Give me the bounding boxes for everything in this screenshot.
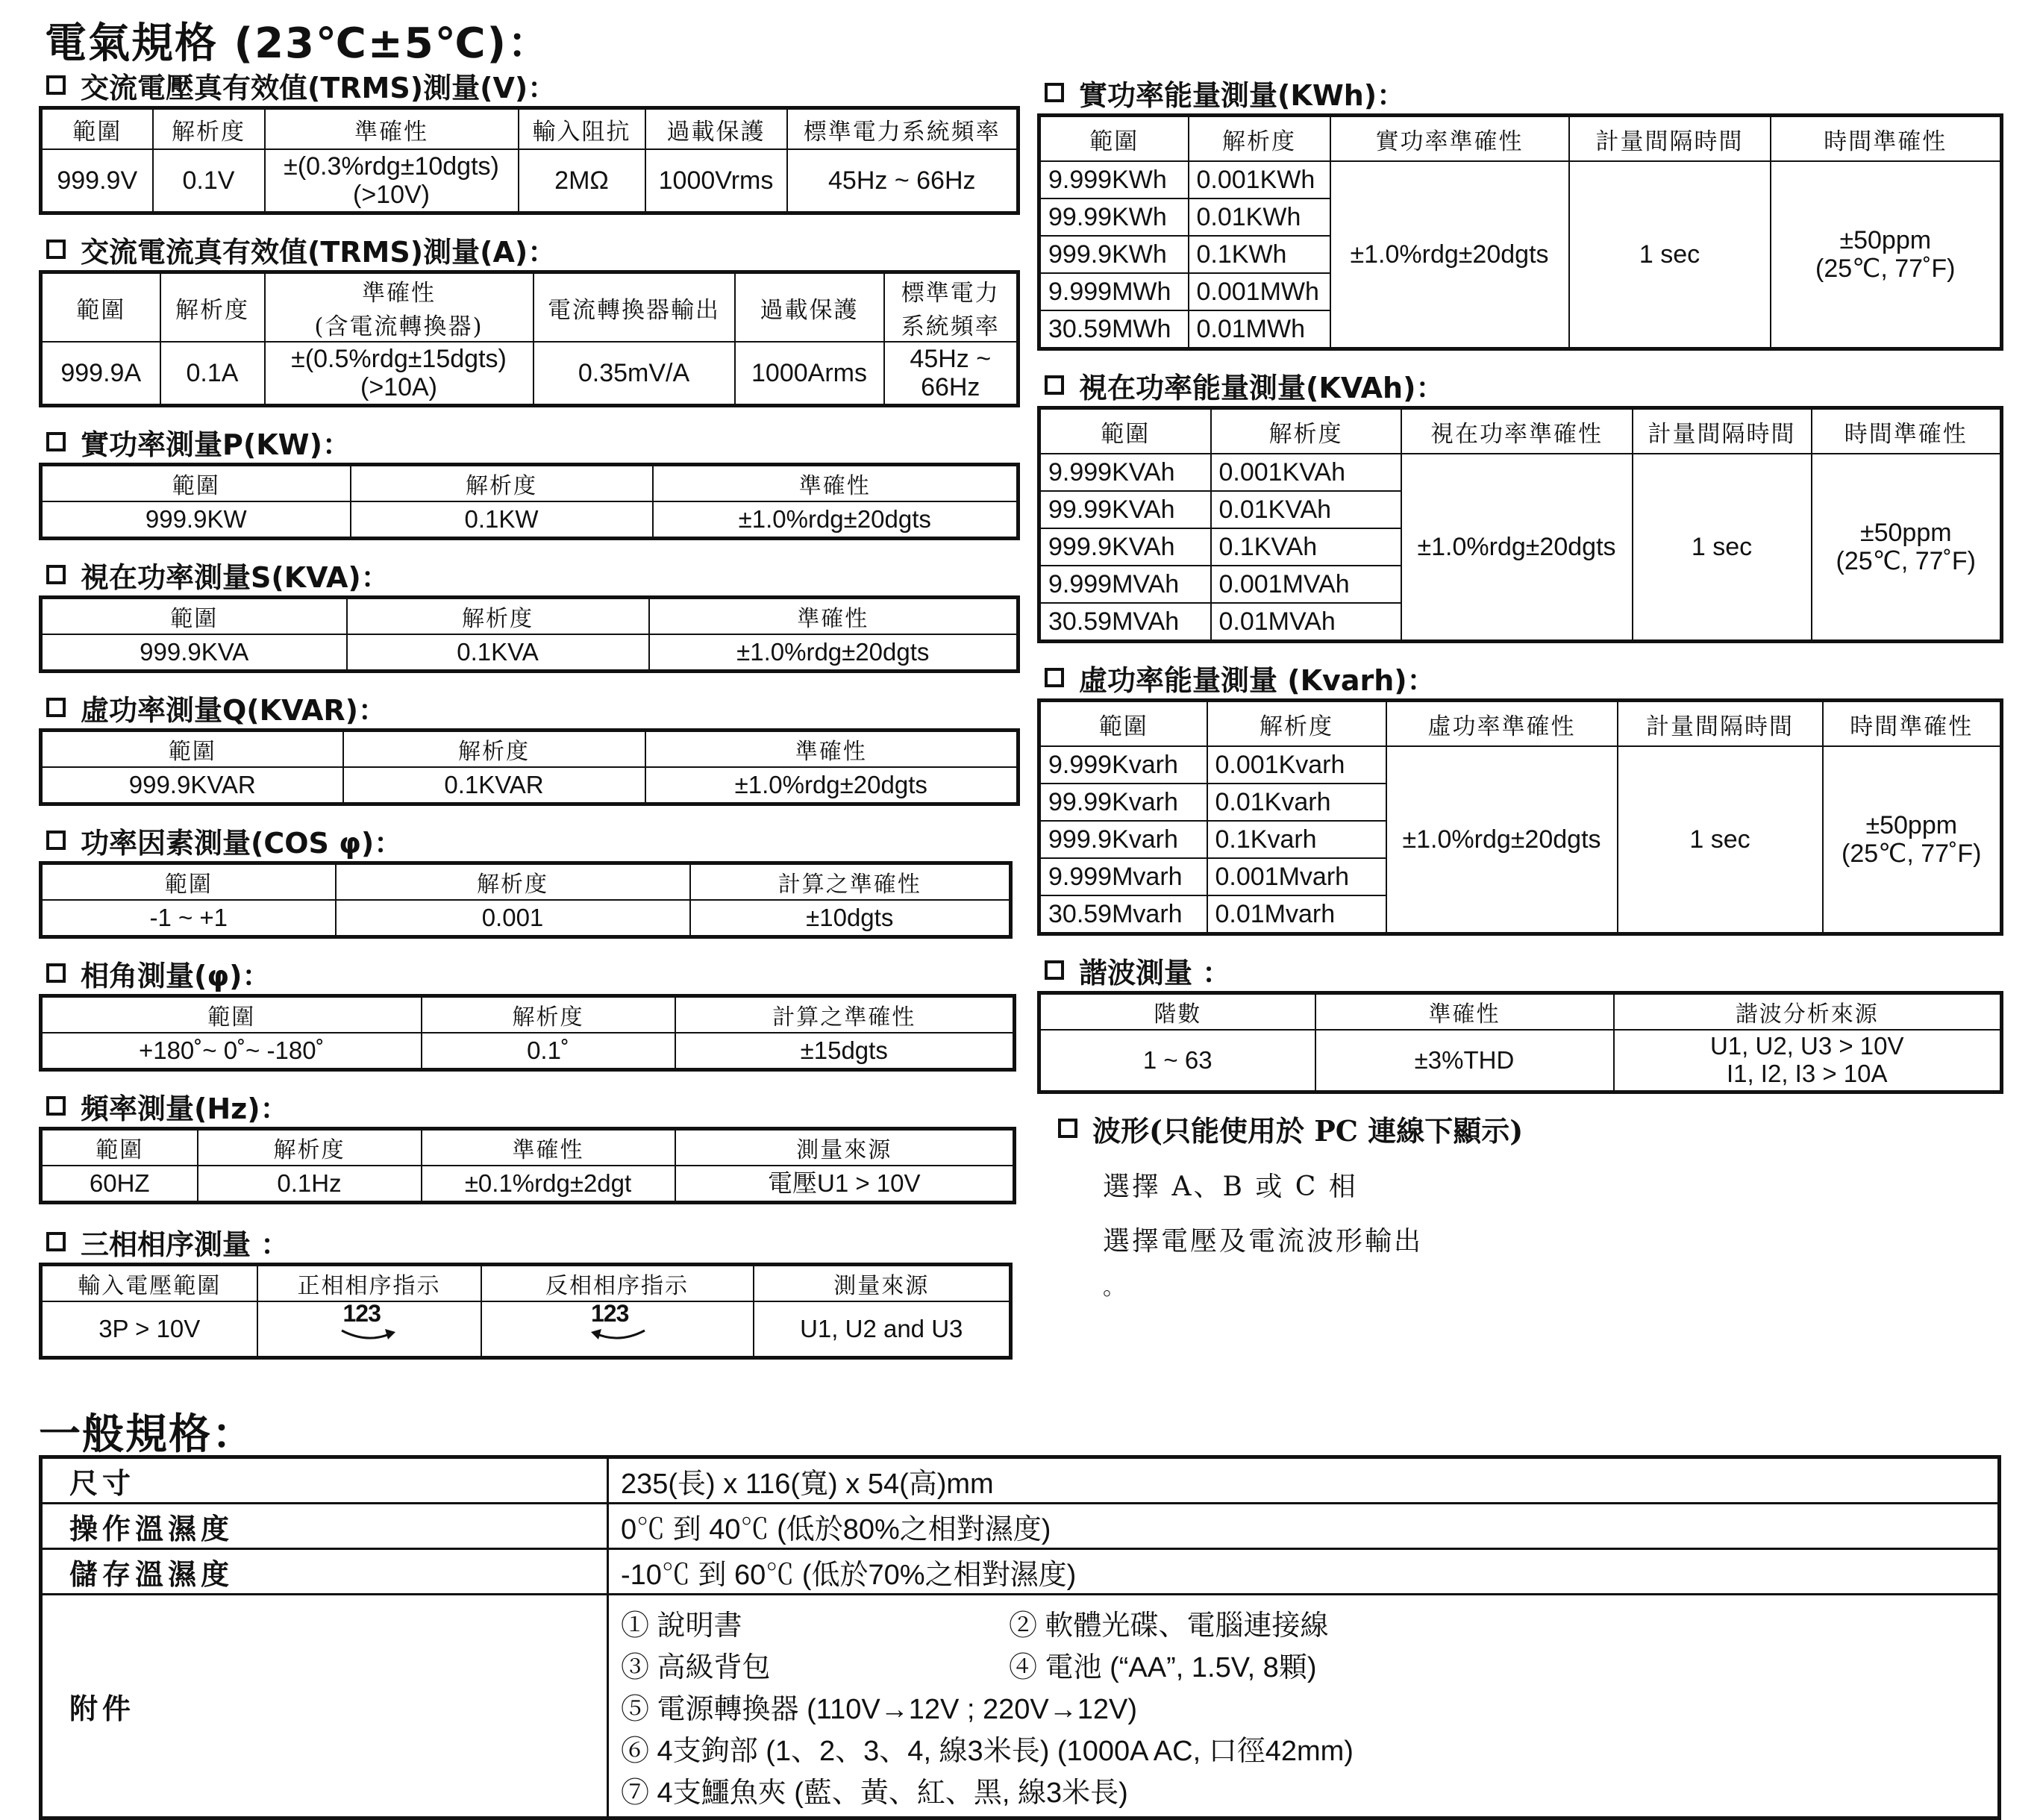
trms-v-table <box>39 106 1020 215</box>
accessory-item: ① 說明書 <box>621 1610 742 1642</box>
cos-table <box>39 861 1013 939</box>
freq-table <box>39 1127 1016 1204</box>
header-cell: 測量來源 <box>675 1129 1015 1166</box>
cell: U1, U2 and U3 <box>754 1301 1011 1357</box>
cell-line: ±(0.3%rdg±10dgts) <box>284 151 499 181</box>
accessory-item: ③ 高級背包 <box>621 1651 771 1683</box>
header-cell: 範圍 <box>1039 408 1211 454</box>
cell-line: ±50ppm <box>1839 225 1932 254</box>
cell: 999.9KVAR <box>41 767 343 804</box>
cell: 30.59MWh <box>1039 310 1189 349</box>
cell: 999.9A <box>41 342 160 406</box>
header-cell: 過載保護 <box>735 272 884 343</box>
cell: 0.01MWh <box>1189 310 1330 349</box>
cell: +180˚~ 0˚~ -180˚ <box>41 1033 422 1070</box>
cell: 0.001MWh <box>1189 273 1330 310</box>
cell: 9.999MWh <box>1039 273 1189 310</box>
section-heading-q-kvar <box>39 687 1016 728</box>
cell: 999.9KVAh <box>1039 528 1211 566</box>
heading-text: 視在功率測量S(KVA)： <box>81 560 389 594</box>
table-header-row <box>41 996 1015 1033</box>
list-item <box>621 1769 1997 1810</box>
table-row <box>1039 161 2002 198</box>
table-header-row <box>41 1129 1015 1166</box>
left-column <box>39 64 1016 1360</box>
cell <box>1614 1030 2002 1092</box>
harmonic-table <box>1037 991 2003 1094</box>
accessory-item: ⑦ 4支鱷魚夾 (藍、黃、紅、黑, 線3米長) <box>621 1777 1128 1809</box>
cell: 0.01KVAh <box>1211 491 1401 528</box>
header-cell: 時間準確性 <box>1823 701 2002 747</box>
spec-label: 儲存溫濕度 <box>41 1549 608 1595</box>
section-heading-p-kw <box>39 421 1016 463</box>
heading-text: 虛功率測量Q(KVAR)： <box>81 693 387 727</box>
cell: 0.01Mvarh <box>1207 895 1386 934</box>
table-header-row <box>41 731 1018 768</box>
header-cell: 範圍 <box>41 731 343 768</box>
cell <box>265 149 519 213</box>
header-cell: 輸入阻抗 <box>519 108 645 150</box>
cell: 60HZ <box>41 1166 198 1203</box>
list-item <box>621 1601 1997 1643</box>
sequence-number: 123 <box>591 1301 629 1327</box>
spec-value: 235(長) x 116(寬) x 54(高)mm <box>608 1457 2000 1504</box>
heading-text: 三相相序測量 ： <box>81 1228 290 1261</box>
heading-text: 頻率測量(Hz)： <box>81 1092 289 1125</box>
table-row <box>41 1033 1015 1070</box>
table-header-row <box>1039 116 2002 162</box>
cell: 1 sec <box>1633 454 1812 642</box>
checkbox-icon <box>46 565 66 584</box>
waveform-line: 選擇 A、B 或 C 相 <box>1103 1172 1358 1202</box>
cell <box>1823 746 2002 934</box>
cell: 999.9V <box>41 149 153 213</box>
cell: -1 ~ +1 <box>41 900 336 937</box>
cell: 0.35mV/A <box>534 342 735 406</box>
table-row <box>41 1457 2000 1504</box>
header-cell: 解析度 <box>351 465 653 502</box>
checkbox-icon <box>46 831 66 850</box>
accessory-item: ⑥ 4支鉤部 (1、2、3、4, 線3米長) (1000A AC, 口徑42mm) <box>621 1735 1354 1767</box>
checkbox-icon <box>46 432 66 451</box>
cell: 1000Arms <box>735 342 884 406</box>
cell: 9.999Kvarh <box>1039 746 1207 784</box>
header-line: 標準電力 <box>901 280 1000 307</box>
header-cell: 計量間隔時間 <box>1618 701 1823 747</box>
checkbox-icon <box>46 1232 66 1251</box>
section-heading-waveform <box>1051 1107 1523 1149</box>
section-heading-phase <box>39 952 1016 994</box>
cell <box>884 342 1018 406</box>
header-cell: 解析度 <box>1189 116 1330 162</box>
right-column <box>1037 72 2000 1094</box>
cell: ±10dgts <box>690 900 1011 937</box>
cell: 30.59MVAh <box>1039 603 1211 642</box>
header-cell: 準確性 <box>265 108 519 150</box>
table-header-row <box>41 863 1011 901</box>
cell: ±1.0%rdg±20dgts <box>1330 161 1569 349</box>
cell: 999.9Kvarh <box>1039 821 1207 858</box>
header-line: 準確性 <box>362 280 436 307</box>
header-cell: 計量間隔時間 <box>1633 408 1812 454</box>
table-header-row <box>41 272 1018 343</box>
table-row <box>41 501 1018 539</box>
accessory-item: ④ 電池 (“AA”, 1.5V, 8顆) <box>1009 1651 1317 1683</box>
cell: ±0.1%rdg±2dgt <box>422 1166 675 1203</box>
cell: 0.1KVAR <box>343 767 645 804</box>
cell: 1 ~ 63 <box>1039 1030 1315 1092</box>
kvarh-table <box>1037 698 2003 936</box>
spec-label: 尺寸 <box>41 1457 608 1504</box>
accessory-item: ⑤ 電源轉換器 (110V→12V ; 220V→12V) <box>621 1693 1137 1725</box>
header-line: (含電流轉換器) <box>314 313 484 340</box>
spec-value: 0℃ 到 40℃ (低於80%之相對濕度) <box>608 1504 2000 1549</box>
heading-text: 交流電流真有效值(TRMS)測量(A)： <box>81 235 557 269</box>
cell: 0.1KWh <box>1189 236 1330 273</box>
cell-line: (25℃, 77˚F) <box>1815 254 1956 283</box>
header-cell: 正相相序指示 <box>257 1265 481 1302</box>
clockwise-arrow-icon <box>336 1325 403 1350</box>
header-cell: 範圍 <box>41 598 347 635</box>
cell-line: (>10V) <box>353 181 430 209</box>
header-cell: 解析度 <box>343 731 645 768</box>
cell: ±1.0%rdg±20dgts <box>1386 746 1618 934</box>
general-spec-table <box>39 1455 2001 1820</box>
header-cell: 計算之準確性 <box>675 996 1015 1033</box>
cell: 0.01KWh <box>1189 198 1330 236</box>
section-heading-trms-v <box>39 64 1016 106</box>
table-row <box>41 1595 2000 1819</box>
heading-text: 相角測量(φ)： <box>81 959 271 992</box>
header-cell: 測量來源 <box>754 1265 1011 1302</box>
section-heading-s-kva <box>39 554 1016 595</box>
table-header-row <box>1039 701 2002 747</box>
checkbox-icon <box>46 75 66 95</box>
heading-text: 交流電壓真有效值(TRMS)測量(V)： <box>81 71 557 104</box>
table-row <box>41 634 1018 672</box>
general-title: 一般規格： <box>39 1410 255 1459</box>
cell <box>265 342 534 406</box>
section-heading-freq <box>39 1085 1016 1127</box>
list-item <box>621 1685 1997 1727</box>
heading-text: 實功率測量P(KW)： <box>81 428 351 461</box>
header-cell: 解析度 <box>1207 701 1386 747</box>
checkbox-icon <box>1045 83 1064 102</box>
cell <box>1771 161 2002 349</box>
list-item <box>621 1643 1997 1685</box>
cell-line: ±50ppm <box>1865 810 1958 839</box>
checkbox-icon <box>46 1096 66 1116</box>
table-row <box>41 900 1011 937</box>
heading-text: 視在功率能量測量(KVAh)： <box>1079 371 1445 404</box>
section-heading-cos <box>39 819 1016 861</box>
sequence-table <box>39 1263 1013 1360</box>
cell: ±1.0%rdg±20dgts <box>653 501 1018 539</box>
s-kva-table <box>39 595 1020 673</box>
waveform-line: 。 <box>1103 1275 1125 1301</box>
accessory-item: ② 軟體光碟、電腦連接線 <box>1009 1610 1329 1642</box>
p-kw-table <box>39 463 1020 540</box>
section-heading-kwh <box>1037 72 2000 113</box>
spec-value: -10℃ 到 60℃ (低於70%之相對濕度) <box>608 1549 2000 1595</box>
header-cell: 範圍 <box>41 272 160 343</box>
cell: ±1.0%rdg±20dgts <box>1401 454 1633 642</box>
cell: 99.99KWh <box>1039 198 1189 236</box>
table-row <box>41 1549 2000 1595</box>
header-cell: 實功率準確性 <box>1330 116 1569 162</box>
cell: 0.1KVA <box>347 634 649 672</box>
cell: 0.1Kvarh <box>1207 821 1386 858</box>
cell-line: I1, I2, I3 > 10A <box>1726 1060 1888 1087</box>
table-header-row <box>41 108 1018 150</box>
checkbox-icon <box>1058 1119 1077 1138</box>
table-row <box>41 767 1018 804</box>
reverse-sequence-symbol <box>583 1302 651 1350</box>
header-cell: 電流轉換器輸出 <box>534 272 735 343</box>
cell: 9.999MVAh <box>1039 566 1211 603</box>
cell: ±15dgts <box>675 1033 1015 1070</box>
header-cell: 解析度 <box>1211 408 1401 454</box>
page-title: 電氣規格 (23℃±5℃)： <box>45 19 551 68</box>
section-heading-kvarh <box>1037 657 2000 698</box>
header-cell: 範圍 <box>41 108 153 150</box>
header-cell: 視在功率準確性 <box>1401 408 1633 454</box>
cell-line: 66Hz <box>921 373 980 401</box>
cell: 2MΩ <box>519 149 645 213</box>
cell: 9.999Mvarh <box>1039 858 1207 895</box>
cell: 999.9KW <box>41 501 351 539</box>
cell: ±3%THD <box>1315 1030 1614 1092</box>
waveform-section <box>1051 1107 1523 1301</box>
header-cell: 標準電力系統頻率 <box>787 108 1018 150</box>
cell <box>1812 454 2002 642</box>
header-cell: 準確性 <box>422 1129 675 1166</box>
cell: 0.001KWh <box>1189 161 1330 198</box>
cell-line: (25℃, 77˚F) <box>1836 547 1976 575</box>
table-row <box>41 1301 1011 1357</box>
cell: 0.001 <box>336 900 690 937</box>
header-cell <box>884 272 1018 343</box>
cell: 45Hz ~ 66Hz <box>787 149 1018 213</box>
sequence-number: 123 <box>342 1301 381 1327</box>
section-heading-trms-a <box>39 228 1016 270</box>
heading-text: 虛功率能量測量 (Kvarh)： <box>1079 663 1436 697</box>
checkbox-icon <box>46 240 66 259</box>
header-cell: 解析度 <box>153 108 265 150</box>
header-cell: 準確性 <box>1315 993 1614 1031</box>
q-kvar-table <box>39 728 1020 806</box>
cell: ±1.0%rdg±20dgts <box>645 767 1018 804</box>
cell: 0.01MVAh <box>1211 603 1401 642</box>
checkbox-icon <box>1045 375 1064 395</box>
checkbox-icon <box>46 963 66 983</box>
spec-label: 操作溫濕度 <box>41 1504 608 1549</box>
cell-line: (25℃, 77˚F) <box>1842 839 1982 868</box>
header-cell: 解析度 <box>198 1129 422 1166</box>
cell-line: ±(0.5%rdg±15dgts) <box>291 344 507 373</box>
cell: 0.1A <box>160 342 265 406</box>
header-cell: 準確性 <box>653 465 1018 502</box>
cell: 999.9KVA <box>41 634 347 672</box>
waveform-line: 選擇電壓及電流波形輸出 <box>1103 1226 1424 1257</box>
cell: 0.001MVAh <box>1211 566 1401 603</box>
header-cell: 時間準確性 <box>1812 408 2002 454</box>
cell-line: ±50ppm <box>1859 518 1952 547</box>
table-header-row <box>41 1265 1011 1302</box>
header-cell: 範圍 <box>41 863 336 901</box>
table-row <box>41 1504 2000 1549</box>
cell-line: U1, U2, U3 > 10V <box>1709 1032 1904 1060</box>
section-heading-harmonic <box>1037 949 2000 991</box>
cell: 0.001Mvarh <box>1207 858 1386 895</box>
header-cell: 反相相序指示 <box>481 1265 754 1302</box>
cell: 3P > 10V <box>41 1301 257 1357</box>
cell: 999.9KWh <box>1039 236 1189 273</box>
table-row <box>1039 746 2002 784</box>
header-cell: 範圍 <box>41 996 422 1033</box>
checkbox-icon <box>46 698 66 717</box>
header-cell: 範圍 <box>1039 701 1207 747</box>
section-heading-sequence <box>39 1221 1016 1263</box>
forward-sequence-symbol <box>336 1302 403 1350</box>
table-header-row <box>1039 993 2002 1031</box>
header-cell: 範圍 <box>41 465 351 502</box>
table-header-row <box>1039 408 2002 454</box>
cell-line: 45Hz ~ <box>910 344 992 373</box>
accessory-list <box>608 1595 2000 1819</box>
cell: 0.1˚ <box>422 1033 675 1070</box>
cell: 0.1Hz <box>198 1166 422 1203</box>
checkbox-icon <box>1045 960 1064 980</box>
cell <box>481 1301 754 1357</box>
header-cell: 諧波分析來源 <box>1614 993 2002 1031</box>
table-row <box>41 342 1018 406</box>
checkbox-icon <box>1045 668 1064 687</box>
header-cell: 計量間隔時間 <box>1569 116 1771 162</box>
spec-label: 附件 <box>41 1595 608 1819</box>
cell: 0.1KW <box>351 501 653 539</box>
cell-line: (>10A) <box>360 373 437 401</box>
cell: ±1.0%rdg±20dgts <box>649 634 1018 672</box>
table-row <box>41 1166 1015 1203</box>
header-cell: 計算之準確性 <box>690 863 1011 901</box>
section-heading-kvah <box>1037 364 2000 406</box>
cell: 0.1KVAh <box>1211 528 1401 566</box>
cell: 1 sec <box>1618 746 1823 934</box>
heading-text: 諧波測量 ： <box>1079 956 1231 989</box>
cell: 0.001KVAh <box>1211 454 1401 491</box>
table-row <box>1039 454 2002 491</box>
trms-a-table <box>39 270 1020 407</box>
cell: 1 sec <box>1569 161 1771 349</box>
heading-text: 波形(只能使用於 PC 連線下顯示) <box>1092 1113 1524 1148</box>
cell: 30.59Mvarh <box>1039 895 1207 934</box>
header-cell: 過載保護 <box>645 108 787 150</box>
cell: 0.01Kvarh <box>1207 784 1386 821</box>
table-header-row <box>41 598 1018 635</box>
phase-table <box>39 994 1016 1072</box>
cell: 9.999KWh <box>1039 161 1189 198</box>
kvah-table <box>1037 406 2003 643</box>
header-cell: 解析度 <box>422 996 675 1033</box>
table-row <box>1039 1030 2002 1092</box>
header-cell: 準確性 <box>645 731 1018 768</box>
header-cell <box>265 272 534 343</box>
cell: 電壓U1 > 10V <box>675 1166 1015 1203</box>
header-cell: 時間準確性 <box>1771 116 2002 162</box>
header-cell: 解析度 <box>160 272 265 343</box>
cell: 99.99KVAh <box>1039 491 1211 528</box>
heading-text: 實功率能量測量(KWh)： <box>1079 78 1406 112</box>
heading-text: 功率因素測量(COS φ)： <box>81 826 403 860</box>
cell: 0.001Kvarh <box>1207 746 1386 784</box>
header-cell: 範圍 <box>41 1129 198 1166</box>
header-cell: 輸入電壓範圍 <box>41 1265 257 1302</box>
table-row <box>41 149 1018 213</box>
header-line: 系統頻率 <box>901 313 1000 340</box>
cell: 0.1V <box>153 149 265 213</box>
header-cell: 範圍 <box>1039 116 1189 162</box>
kwh-table <box>1037 113 2003 351</box>
list-item <box>621 1727 1997 1769</box>
header-cell: 解析度 <box>347 598 649 635</box>
counterclockwise-arrow-icon <box>583 1325 651 1350</box>
table-header-row <box>41 465 1018 502</box>
header-cell: 解析度 <box>336 863 690 901</box>
header-cell: 準確性 <box>649 598 1018 635</box>
cell: 9.999KVAh <box>1039 454 1211 491</box>
cell <box>257 1301 481 1357</box>
cell: 99.99Kvarh <box>1039 784 1207 821</box>
header-cell: 虛功率準確性 <box>1386 701 1618 747</box>
header-cell: 階數 <box>1039 993 1315 1031</box>
cell: 1000Vrms <box>645 149 787 213</box>
